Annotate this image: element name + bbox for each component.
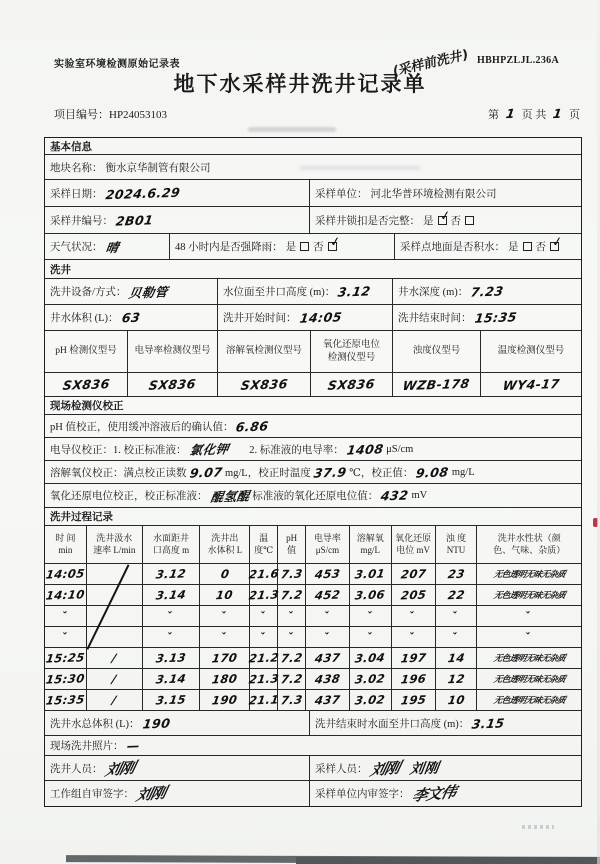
process-table-cell: 21.3: [250, 585, 278, 605]
internal-audit-signature-field: [310, 781, 581, 806]
process-table-cell: 21.3: [250, 669, 278, 689]
instrument-model-header: 浊度仪型号: [393, 331, 481, 372]
instrument-model-header: 电导率检测仪型号: [128, 331, 218, 372]
do-unit-label: mg/L: [451, 466, 475, 478]
weather-field: [45, 234, 170, 259]
instrument-model-header: 温度检测仪型号: [497, 346, 565, 357]
form-table: [44, 137, 582, 807]
ec-calibration-label-1: 电导仪校正：1. 校正标准液：: [50, 444, 187, 456]
process-table-cell: 190: [200, 690, 250, 710]
process-table-cell: 452: [306, 585, 350, 605]
process-table-cell: 无色透明无味无杂质: [492, 591, 566, 601]
process-table-row: [45, 627, 581, 648]
washer-signature-handwritten: 刘刚: [103, 758, 136, 779]
process-table-cell: 无色透明无味无杂质: [492, 696, 566, 706]
orp-calibration-label-2: 标准液的氧化还原电位值：: [252, 491, 379, 502]
process-table-row: [45, 585, 581, 606]
well-id-label: 采样井编号：: [50, 215, 113, 227]
water-depth-value-handwritten: 3.12: [337, 283, 372, 300]
scan-smudge: [248, 127, 336, 132]
sampler-name-handwritten: 刘刚: [408, 760, 440, 778]
do-calibration-label-3: ℃，校正值：: [349, 467, 414, 479]
process-table-cell: 7.2: [278, 669, 306, 689]
process-table-cell: 438: [306, 669, 350, 689]
process-table-cell: ˇ: [392, 627, 436, 647]
process-table-body: [45, 564, 581, 711]
process-table-cell: ˇ: [278, 606, 306, 626]
process-table-cell: 195: [392, 690, 436, 710]
site-photo-value-handwritten: —: [125, 737, 141, 754]
well-id-field: [45, 207, 310, 233]
process-table-cell: 21.1: [250, 690, 278, 710]
washer-signature-field: [45, 756, 310, 780]
page-word: 页 共: [521, 109, 547, 121]
process-table-cell: 无色透明无味无杂质: [492, 570, 566, 580]
process-table-cell: 7.3: [278, 690, 306, 710]
weather-label: 天气状况：: [50, 242, 103, 253]
checkbox-no: [328, 242, 337, 251]
process-table-cell: ˇ: [143, 606, 201, 626]
well-volume-value-handwritten: 63: [120, 309, 141, 326]
section-purge-process: 洗井过程记录: [50, 512, 113, 523]
checkbox-yes: [438, 216, 447, 225]
process-column-header: 洗井出 水体积 L: [200, 526, 250, 563]
purge-start-label: 洗井开始时间：: [223, 313, 297, 324]
process-table-cell: 3.13: [143, 648, 201, 668]
instrument-model-header: 氧化还原电位 检测仪型号: [311, 331, 393, 372]
process-table-cell: 12: [436, 669, 478, 689]
total-volume-label: 洗井水总体积 (L)：: [50, 718, 140, 730]
instrument-model-value: [45, 373, 128, 396]
title-wrap: [0, 68, 600, 98]
sampling-date-label: 采样日期：: [50, 188, 103, 200]
process-table-cell: 23: [436, 564, 478, 584]
process-table-cell: ˇ: [525, 609, 534, 623]
process-table-row: [45, 669, 581, 690]
sampling-org-label: 采样单位：: [315, 188, 368, 200]
internal-audit-signature-handwritten: 李文伟: [409, 782, 457, 806]
faint-footer-mark: [522, 825, 554, 829]
process-table-cell: 196: [392, 669, 436, 689]
ponding-label: 采样点地面是否积水：: [400, 242, 505, 253]
process-table-cell: /: [87, 669, 143, 689]
do-value-handwritten: 9.08: [415, 463, 451, 481]
site-name-value: 衡水京华制管有限公司: [105, 162, 211, 174]
process-table-cell: /: [87, 648, 143, 668]
sampler-signature-label: 采样人员：: [315, 763, 368, 775]
process-column-header: 温 度℃: [250, 526, 278, 563]
do-calibration-label-1: 溶解氧仪校正：满点校正读数: [50, 467, 187, 479]
purge-start-value-handwritten: 14:05: [298, 309, 343, 326]
process-table-cell: ˇ: [306, 627, 350, 647]
scan-edge-strip-dark: [296, 857, 600, 864]
instrument-model-header: 溶解氧检测仪型号: [218, 331, 311, 372]
heavy-rain-label: 48 小时内是否强降雨：: [175, 242, 283, 253]
checkbox-yes: [523, 242, 532, 251]
checkbox-no: [465, 216, 474, 225]
instrument-model-handwritten: SX836: [326, 376, 377, 393]
instrument-model-value: [311, 373, 393, 396]
ec-calibration-row: [45, 438, 581, 460]
instrument-model-handwritten: WZB-178: [402, 375, 471, 394]
end-water-depth-field: [310, 711, 581, 735]
instrument-model-value: [481, 373, 581, 396]
page-indicator: [486, 106, 582, 122]
form-code: HBHPZLJL.236A: [477, 55, 559, 66]
project-row: [54, 106, 582, 122]
process-table-cell: [87, 606, 143, 626]
instrument-model-handwritten: WY4-17: [501, 376, 561, 393]
process-column-header: 电导率 μS/cm: [306, 526, 350, 563]
purge-end-value-handwritten: 15:35: [473, 309, 518, 326]
process-table-cell: 14:05: [45, 564, 87, 584]
sampling-org-field: [310, 180, 581, 206]
process-table-cell: 15:35: [45, 690, 87, 710]
instrument-model-value: [218, 373, 311, 396]
process-table-row: [45, 606, 581, 627]
well-volume-label: 井水体积 (L)：: [50, 313, 119, 324]
ec-value-handwritten: 1408: [345, 440, 385, 458]
process-table-cell: ˇ: [436, 627, 478, 647]
instrument-model-header: pH 检测仪型号: [45, 331, 128, 372]
ph-calibration-value-handwritten: 6.86: [235, 417, 271, 435]
ph-calibration-label: pH 值校正，使用缓冲溶液后的确认值：: [50, 421, 234, 433]
well-depth-field: [393, 279, 581, 304]
purge-device-field: [45, 279, 218, 304]
project-number-value: HP24053103: [109, 109, 168, 121]
process-table-cell: 15:25: [45, 648, 87, 668]
process-table-cell: ˇ: [306, 606, 350, 626]
ponding-field: [395, 234, 581, 259]
process-table-cell: 10: [436, 690, 478, 710]
site-photo-label: 现场洗井照片：: [50, 741, 124, 752]
process-table-cell: 197: [392, 648, 436, 668]
internal-audit-label: 采样单位内审签字：: [315, 789, 410, 800]
process-table-cell: 无色透明无味无杂质: [492, 675, 566, 685]
purge-end-label: 洗井结束时间：: [398, 313, 472, 324]
instrument-model-value: [128, 373, 218, 396]
process-table-cell: ˇ: [392, 606, 436, 626]
process-table-cell: 3.14: [143, 669, 201, 689]
purge-device-value-handwritten: 贝勒管: [128, 283, 170, 301]
process-table-cell: 22: [436, 585, 478, 605]
process-table-cell: 453: [306, 564, 350, 584]
process-table-cell: ˇ: [200, 606, 250, 626]
yes-label: 是: [285, 242, 297, 253]
instrument-model-value: [393, 373, 481, 396]
process-table-cell: 3.12: [143, 564, 201, 584]
scan-smudge: [300, 166, 420, 170]
section-purging: 洗井: [50, 264, 71, 276]
process-table-cell: 3.06: [350, 585, 392, 605]
process-table-cell: 15:30: [45, 669, 87, 689]
instrument-model-handwritten: SX836: [147, 376, 198, 393]
title-annotation-handwritten: (采样前洗井): [392, 47, 469, 80]
process-table-cell: 3.15: [143, 690, 201, 710]
process-table-cell: 3.14: [143, 585, 201, 605]
well-id-value-handwritten: 2B01: [114, 211, 155, 229]
process-table-cell: 14: [436, 648, 478, 668]
form-title: 地下水采样井洗井记录单: [173, 72, 427, 96]
sampling-org-value: 河北华普环境检测有限公司: [370, 188, 497, 200]
team-review-signature-handwritten: 刘刚: [134, 783, 168, 805]
process-table-header-row: [45, 526, 581, 564]
orp-value-handwritten: 432: [380, 487, 410, 504]
process-table-cell: 21.6: [250, 564, 278, 584]
page-total-handwritten: 1: [552, 105, 564, 122]
process-table-cell: 无色透明无味无杂质: [492, 654, 566, 664]
orp-calibration-row: [45, 484, 581, 507]
no-label: 否: [535, 242, 546, 253]
process-table-cell: 3.02: [350, 690, 392, 710]
process-table-cell: 437: [306, 648, 350, 668]
do-calibration-label-2: mg/L，校正时温度: [224, 467, 311, 479]
doc-type-label: 实验室环境检测原始记录表: [54, 59, 180, 70]
do-calibration-row: [45, 461, 581, 483]
orp-unit-label: mV: [411, 490, 428, 501]
process-table-cell: 180: [200, 669, 250, 689]
total-volume-value-handwritten: 190: [141, 715, 171, 731]
process-table-cell: ˇ: [45, 627, 87, 647]
lock-intact-field: [310, 207, 581, 233]
weather-value-handwritten: 晴: [104, 239, 120, 255]
process-table-cell: [87, 564, 143, 584]
no-label: 否: [450, 215, 461, 227]
ec-calibration-label-2: 2. 标准液的电导率：: [249, 444, 344, 456]
do-temp-handwritten: 37.9: [312, 463, 348, 481]
team-review-label: 工作组自审签字：: [50, 789, 134, 800]
orp-calibration-label-1: 氧化还原电位校正，校正标准液：: [50, 491, 208, 502]
process-column-header: 氧化还原 电位 mV: [392, 526, 436, 563]
process-table-cell: 7.2: [278, 585, 306, 605]
project-number: [54, 106, 167, 122]
instrument-model-value-row: [45, 373, 581, 397]
orp-standard-handwritten: 醌氢醌: [209, 487, 251, 505]
process-table-cell: 0: [200, 564, 250, 584]
process-table-row: [45, 648, 581, 669]
well-volume-field: [45, 305, 218, 330]
process-table-cell: 7.3: [278, 564, 306, 584]
process-table-cell: ˇ: [45, 606, 87, 626]
process-column-header: 水面距井 口高度 m: [143, 526, 201, 563]
ec-standard-handwritten: 氯化钾: [188, 441, 230, 458]
process-table-cell: ˇ: [278, 627, 306, 647]
process-column-header: 溶解氧 mg/L: [350, 526, 392, 563]
process-table-cell: ˇ: [143, 627, 201, 647]
process-table-cell: 3.01: [350, 564, 392, 584]
process-table-cell: ˇ: [250, 627, 278, 647]
total-volume-field: [45, 711, 310, 735]
process-table-cell: ˇ: [525, 630, 534, 644]
do-reading-handwritten: 9.07: [188, 463, 224, 481]
lock-intact-label: 采样井锁扣是否完整：: [315, 215, 420, 227]
process-table-cell: 170: [200, 648, 250, 668]
purge-start-field: [218, 305, 393, 330]
site-photo-field: [45, 736, 581, 755]
process-table-cell: 14:10: [45, 585, 87, 605]
instrument-model-handwritten: SX836: [61, 376, 111, 393]
team-review-signature-field: [45, 781, 310, 806]
sampler-signature-field: [310, 756, 581, 780]
checkbox-yes: [300, 242, 309, 251]
heavy-rain-field: [170, 234, 395, 259]
process-table-cell: 10: [200, 585, 250, 605]
process-table-cell: ˇ: [436, 606, 478, 626]
process-table-cell: ˇ: [350, 606, 392, 626]
page-word: 第: [488, 109, 500, 121]
sampler-signature-handwritten: 刘刚: [368, 758, 401, 779]
process-table-cell: 7.2: [278, 648, 306, 668]
site-name-label: 地块名称：: [50, 162, 103, 174]
purge-device-label: 洗井设备/方式：: [50, 287, 127, 298]
sampling-date-field: [45, 180, 310, 206]
section-basic-info: 基本信息: [50, 141, 92, 153]
water-depth-label: 水位面至井口高度 (m)：: [223, 287, 336, 298]
process-column-header: 浊 度 NTU: [436, 526, 478, 563]
well-depth-value-handwritten: 7.23: [470, 283, 505, 300]
process-table-cell: ˇ: [350, 627, 392, 647]
end-water-depth-label: 洗井结束时水面至井口高度 (m)：: [315, 718, 470, 730]
purge-end-field: [393, 305, 581, 330]
process-table-cell: /: [87, 690, 143, 710]
process-table-row: [45, 690, 581, 711]
water-depth-field: [218, 279, 393, 304]
instrument-model-handwritten: SX836: [239, 376, 289, 393]
process-table-cell: 3.04: [350, 648, 392, 668]
ph-calibration-row: [45, 415, 581, 437]
process-column-header: pH 值: [278, 526, 306, 563]
process-table-cell: ˇ: [200, 627, 250, 647]
process-column-header: 洗井水性状（颜 色、气味、杂质）: [493, 532, 566, 555]
process-table-cell: ˇ: [250, 606, 278, 626]
no-label: 否: [313, 242, 324, 253]
yes-label: 是: [508, 242, 519, 253]
process-table-cell: 3.02: [350, 669, 392, 689]
instrument-model-header-row: [45, 331, 581, 373]
process-table-cell: 437: [306, 690, 350, 710]
process-table-cell: 205: [392, 585, 436, 605]
process-column-header: 洗井汲水 速率 L/min: [87, 526, 143, 563]
ec-unit-label: μS/cm: [386, 443, 414, 455]
checkbox-no: [550, 242, 559, 251]
page-number-handwritten: 1: [504, 105, 516, 122]
well-depth-label: 井水深度 (m)：: [398, 287, 469, 298]
process-table-cell: 207: [392, 564, 436, 584]
sampling-date-value-handwritten: 2024.6.29: [104, 184, 181, 202]
yes-label: 是: [423, 215, 434, 227]
page-word: 页: [569, 109, 580, 121]
end-water-depth-value-handwritten: 3.15: [471, 714, 506, 732]
process-table-cell: 21.2: [250, 648, 278, 668]
section-calibration: 现场检测仪校正: [50, 401, 124, 412]
process-column-header: 时 间 min: [45, 526, 87, 563]
washer-signature-label: 洗井人员：: [50, 763, 103, 775]
project-number-label: 项目编号：: [54, 109, 109, 121]
